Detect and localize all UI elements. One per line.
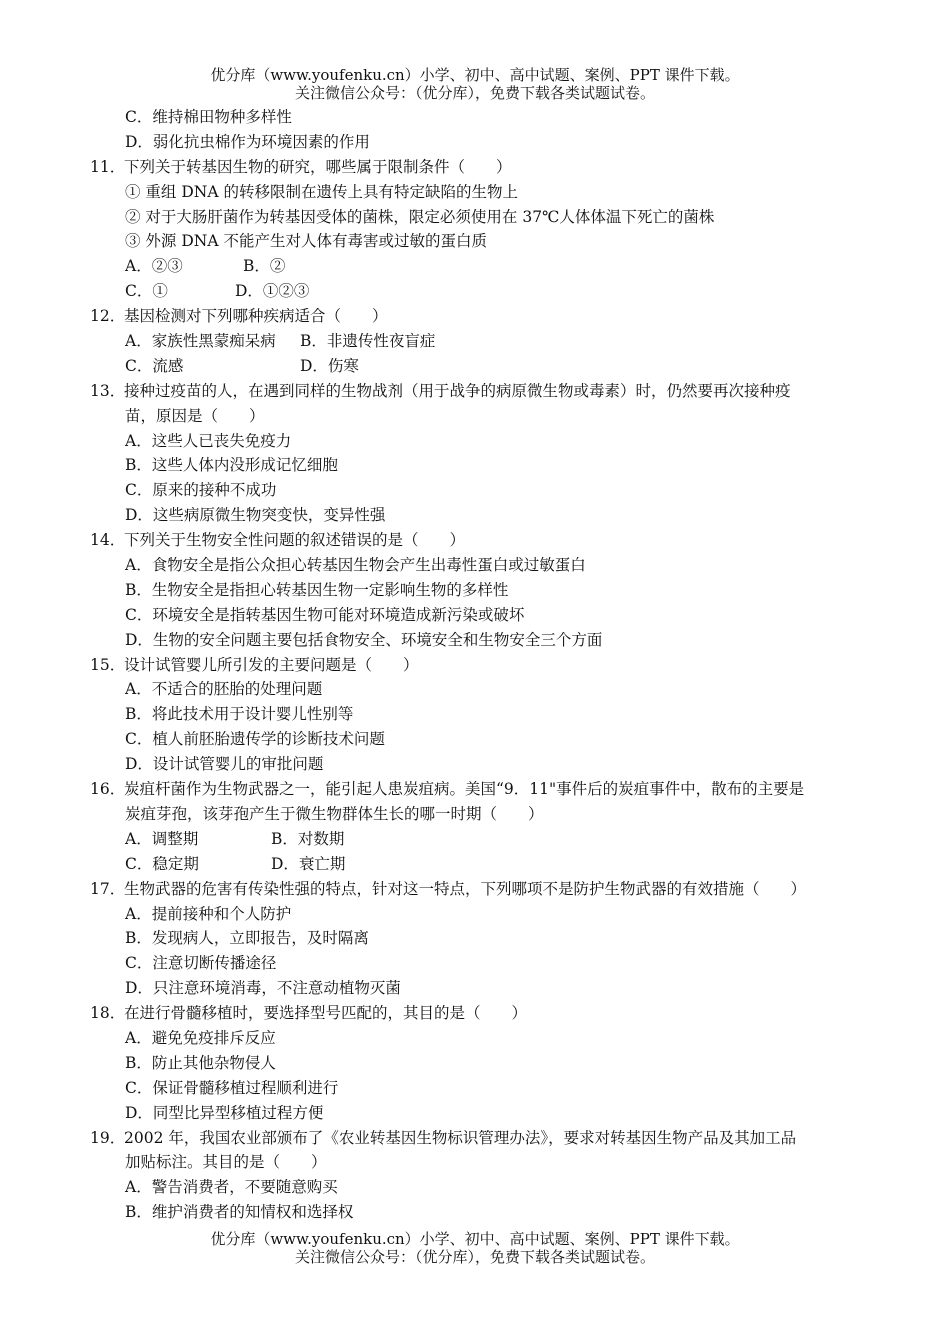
header-line-2: 关注微信公众号：（优分库），免费下载各类试题试卷。 bbox=[294, 84, 655, 102]
q15-option-d: D．设计试管婴儿的审批问题 bbox=[125, 755, 324, 774]
page-footer bbox=[0, 1230, 950, 1266]
footer-line-2: 关注微信公众号：（优分库），免费下载各类试题试卷。 bbox=[294, 1248, 655, 1266]
q11-stem-text: 下列关于转基因生物的研究，哪些属于限制条件（ ） bbox=[124, 157, 512, 176]
q16-stem bbox=[0, 777, 950, 802]
header-line-1: 优分库（www.youfenku.cn）小学、初中、高中试题、案例、PPT 课件下载。 bbox=[210, 66, 740, 84]
q11-options-cd bbox=[0, 279, 950, 304]
q16-stem-text-2: 炭疽芽孢，该芽孢产生于微生物群体生长的哪一时期（ ） bbox=[125, 804, 544, 823]
q13-number: 13． bbox=[90, 381, 126, 400]
q19-option-a: A．警告消费者，不要随意购买 bbox=[125, 1178, 338, 1197]
q12-option-b: B．非遗传性夜盲症 bbox=[300, 332, 436, 351]
q18-stem-text: 在进行骨髓移植时，要选择型号匹配的，其目的是（ ） bbox=[124, 1004, 528, 1023]
q14-option-c: C．环境安全是指转基因生物可能对环境造成新污染或破坏 bbox=[125, 605, 525, 624]
q15-option-a: A．不适合的胚胎的处理问题 bbox=[125, 680, 323, 699]
q18-number: 18． bbox=[90, 1004, 126, 1023]
q17-option-b: B．发现病人，立即报告，及时隔离 bbox=[125, 929, 369, 948]
q11-option-b: B．② bbox=[243, 257, 286, 276]
q11-option-a: A．②③ bbox=[125, 257, 183, 276]
q14-option-a: A．食物安全是指公众担心转基因生物会产生出毒性蛋白或过敏蛋白 bbox=[125, 556, 586, 575]
q16-option-c: C．稳定期 bbox=[125, 854, 199, 873]
q17-stem bbox=[0, 877, 950, 902]
question-content bbox=[0, 105, 950, 1225]
q16-stem-text-1: 炭疽杆菌作为生物武器之一，能引起人患炭疽病。美国“9．11"事件后的炭疽事件中，散布的主要是 bbox=[124, 780, 805, 799]
page-header bbox=[0, 66, 950, 102]
q13-stem-text-2: 苗，原因是（ ） bbox=[125, 406, 265, 425]
q15-number: 15． bbox=[90, 655, 126, 674]
q15-stem-text: 设计试管婴儿所引发的主要问题是（ ） bbox=[124, 655, 419, 674]
q11-options-ab bbox=[0, 254, 950, 279]
q14-stem bbox=[0, 528, 950, 553]
q15-option-c: C．植人前胚胎遗传学的诊断技术问题 bbox=[125, 730, 385, 749]
q14-option-b: B．生物安全是指担心转基因生物一定影响生物的多样性 bbox=[125, 580, 509, 599]
q18-option-d: D．同型比异型移植过程方便 bbox=[125, 1103, 324, 1122]
q14-stem-text: 下列关于生物安全性问题的叙述错误的是（ ） bbox=[124, 531, 466, 550]
q12-number: 12． bbox=[90, 307, 126, 326]
q19-number: 19． bbox=[90, 1128, 126, 1147]
q12-options-cd bbox=[0, 354, 950, 379]
q13-option-b: B．这些人体内没形成记忆细胞 bbox=[125, 456, 338, 475]
q12-stem bbox=[0, 304, 950, 329]
q11-number: 11． bbox=[90, 157, 126, 176]
q14-option-d: D．生物的安全问题主要包括食物安全、环境安全和生物安全三个方面 bbox=[125, 630, 603, 649]
q12-option-c: C．流感 bbox=[125, 356, 184, 375]
q12-option-d: D．伤寒 bbox=[300, 356, 359, 375]
footer-line-1: 优分库（www.youfenku.cn）小学、初中、高中试题、案例、PPT 课件下载。 bbox=[210, 1230, 740, 1248]
q13-stem bbox=[0, 379, 950, 404]
q18-option-a: A．避免免疫排斥反应 bbox=[125, 1028, 276, 1047]
q15-stem bbox=[0, 653, 950, 678]
q10-option-d: D．弱化抗虫棉作为环境因素的作用 bbox=[125, 132, 370, 151]
q18-stem bbox=[0, 1001, 950, 1026]
q13-option-c: C．原来的接种不成功 bbox=[125, 481, 277, 500]
q19-option-b: B．维护消费者的知情权和选择权 bbox=[125, 1203, 354, 1222]
q18-option-b: B．防止其他杂物侵人 bbox=[125, 1053, 276, 1072]
q16-options-cd bbox=[0, 852, 950, 877]
q17-option-a: A．提前接种和个人防护 bbox=[125, 904, 292, 923]
q19-stem-text-1: 2002 年，我国农业部颁布了《农业转基因生物标识管理办法》，要求对转基因生物产品及其加工品 bbox=[124, 1128, 797, 1147]
q16-option-a: A．调整期 bbox=[125, 829, 199, 848]
q11-option-c: C．① bbox=[125, 282, 168, 301]
q12-option-a: A．家族性黑蒙痴呆病 bbox=[125, 332, 276, 351]
q18-option-c: C．保证骨髓移植过程顺利进行 bbox=[125, 1078, 339, 1097]
q12-options-ab bbox=[0, 329, 950, 354]
q17-number: 17． bbox=[90, 879, 126, 898]
q14-number: 14． bbox=[90, 531, 126, 550]
q12-stem-text: 基因检测对下列哪种疾病适合（ ） bbox=[124, 307, 388, 326]
q17-stem-text: 生物武器的危害有传染性强的特点，针对这一特点，下列哪项不是防护生物武器的有效措施（ ） bbox=[124, 879, 807, 898]
q17-option-d: D．只注意环境消毒，不注意动植物灭菌 bbox=[125, 979, 401, 998]
q13-option-a: A．这些人已丧失免疫力 bbox=[125, 431, 292, 450]
q13-stem-text-1: 接种过疫苗的人，在遇到同样的生物战剂（用于战争的病原微生物或毒素）时，仍然要再次接种疫 bbox=[124, 381, 791, 400]
q19-stem bbox=[0, 1126, 950, 1151]
q11-statement-1: ① 重组 DNA 的转移限制在遗传上具有特定缺陷的生物上 bbox=[125, 182, 518, 201]
q10-option-c: C．维持棉田物种多样性 bbox=[125, 108, 292, 126]
q11-statement-2: ② 对于大肠肝菌作为转基因受体的菌株，限定必须使用在 37℃人体体温下死亡的菌株 bbox=[125, 207, 715, 226]
q15-option-b: B．将此技术用于设计婴儿性别等 bbox=[125, 705, 354, 724]
q16-option-d: D．衰亡期 bbox=[271, 854, 346, 873]
q19-stem-text-2: 加贴标注。其目的是（ ） bbox=[125, 1153, 327, 1172]
q16-options-ab bbox=[0, 827, 950, 852]
q17-option-c: C．注意切断传播途径 bbox=[125, 954, 277, 973]
q16-number: 16． bbox=[90, 780, 126, 799]
q11-statement-3: ③ 外源 DNA 不能产生对人体有毒害或过敏的蛋白质 bbox=[125, 232, 487, 251]
q13-option-d: D．这些病原微生物突变快，变异性强 bbox=[125, 506, 386, 525]
q16-option-b: B．对数期 bbox=[271, 829, 345, 848]
q11-option-d: D．①②③ bbox=[235, 282, 310, 301]
q11-stem bbox=[0, 155, 950, 180]
